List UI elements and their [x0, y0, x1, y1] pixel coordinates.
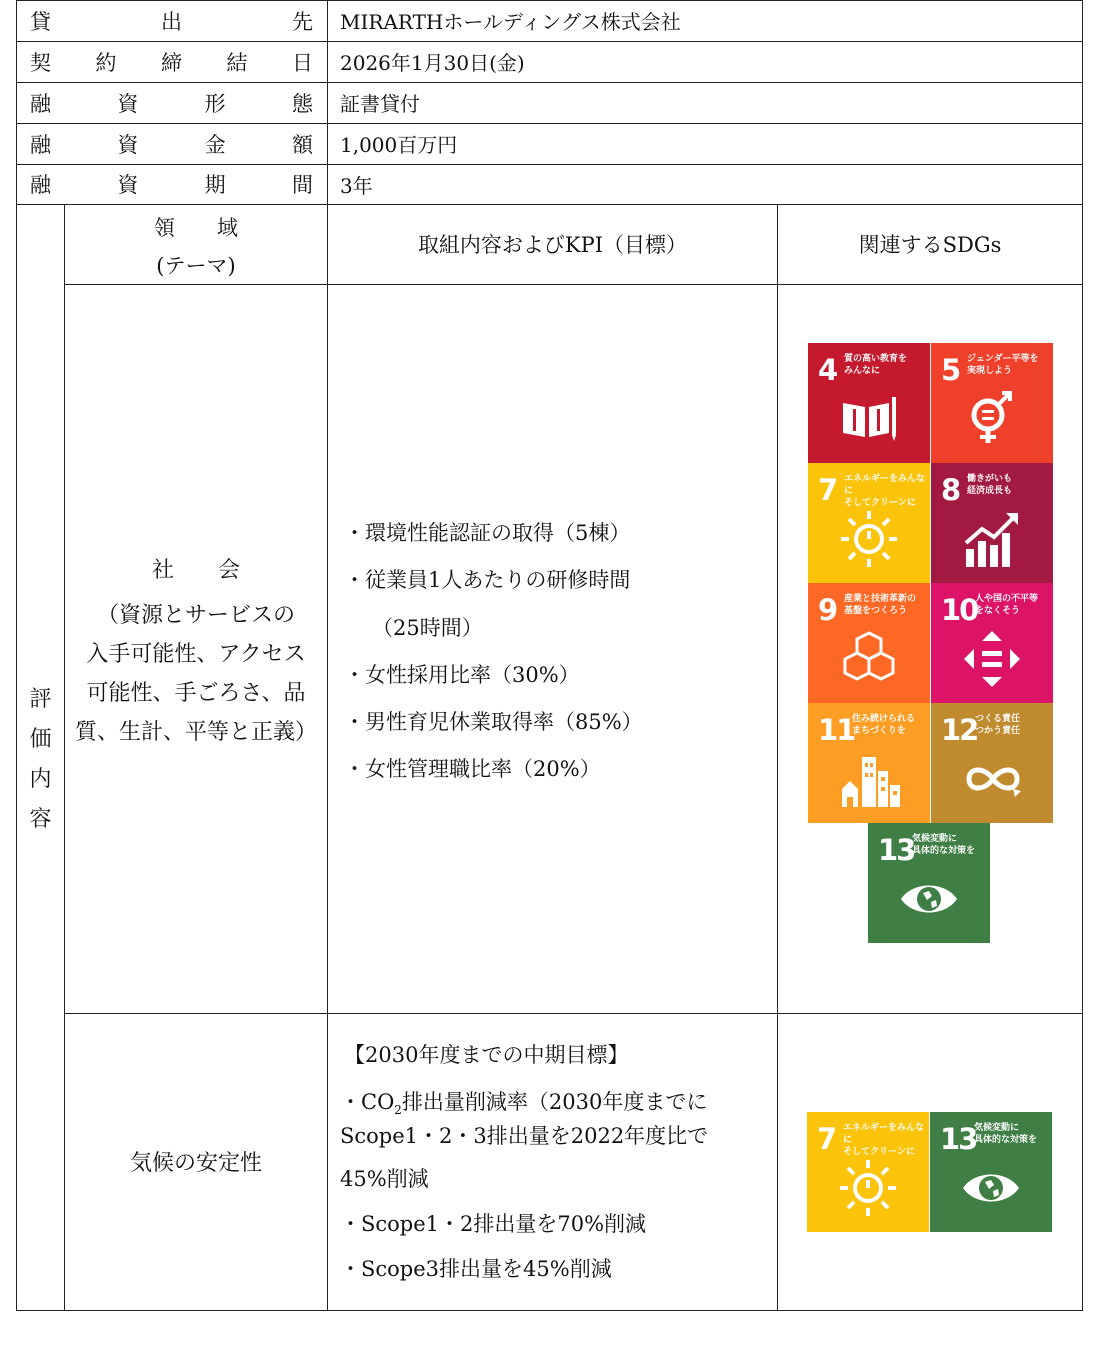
social-desc-line: 入手可能性、アクセス — [86, 642, 306, 667]
list-item: ・$CO_2$排出量削減率（2030年度までに — [340, 1090, 708, 1118]
loan-amount-value: 1,000百万円 — [340, 133, 458, 157]
sdg-goal-13: 13 気候変動に 具体的な対策を — [868, 823, 990, 943]
list-item: ・女性管理職比率（20%） — [344, 757, 601, 781]
infinity-icon — [949, 749, 1037, 809]
loan-amount-label: 融 資 金 額 — [30, 132, 313, 157]
header-kpi: 取組内容およびKPI（目標） — [417, 233, 688, 257]
book-icon — [839, 389, 899, 449]
sdg-goal-10: 10 人や国の不平等 をなくそう — [931, 583, 1053, 703]
list-item: 【2030年度までの中期目標】 — [344, 1043, 629, 1067]
energy-icon — [838, 1158, 898, 1218]
list-item: ・Scope3排出量を45%削減 — [340, 1257, 612, 1281]
loan-type-label: 融 資 形 態 — [30, 91, 313, 116]
list-item: Scope1・2・3排出量を2022年度比で — [340, 1124, 709, 1148]
sdg-goal-8: 8 働きがいも 経済成長も — [931, 463, 1053, 583]
social-theme — [65, 553, 327, 752]
list-item: ・女性採用比率（30%） — [344, 663, 580, 687]
sdg-goal-9: 9 産業と技術革新の 基盤をつくろう — [808, 583, 930, 703]
gender-equality-icon — [962, 389, 1022, 449]
sdg-goal-11: 11 住み続けられる まちづくりを — [808, 703, 930, 823]
social-title: 社 会 — [151, 558, 240, 583]
list-item: ・従業員1人あたりの研修時間 — [344, 568, 631, 592]
sdg-goal-13-climate: 13 気候変動に 具体的な対策を — [930, 1112, 1052, 1232]
climate-theme: 気候の安定性 — [129, 1151, 262, 1176]
sdg-goal-7-climate: 7 エネルギーをみんなに そしてクリーンに — [807, 1112, 929, 1232]
contract-date-value: 2026年1月30日(金) — [340, 51, 525, 75]
lender-value: MIRARTHホールディングス株式会社 — [340, 10, 681, 34]
sdg-goal-12: 12 つくる責任 つかう責任 — [931, 703, 1053, 823]
growth-chart-icon — [962, 509, 1022, 569]
loan-period-value: 3年 — [340, 173, 373, 198]
eye-globe-icon — [944, 1158, 1038, 1218]
header-area-line1: 領 域 — [154, 216, 238, 240]
sdg-goal-4: 4 質の高い教育を みんなに — [808, 343, 930, 463]
header-sdgs: 関連するSDGs — [858, 233, 1002, 257]
social-desc-line: （資源とサービスの — [96, 603, 295, 628]
list-item: ・男性育児休業取得率（85%） — [344, 710, 643, 734]
loan-type-value: 証書貸付 — [340, 92, 420, 116]
loan-period-label: 融 資 期 間 — [30, 173, 313, 197]
list-item: ・環境性能認証の取得（5棟） — [344, 521, 631, 545]
social-desc-line: 質、生計、平等と正義） — [74, 720, 317, 745]
cubes-icon — [839, 629, 899, 689]
contract-date-label: 契 約 締 結 日 — [30, 50, 313, 75]
header-area — [65, 204, 327, 284]
social-desc-line: 可能性、手ごろさ、品 — [86, 681, 306, 706]
inequality-icon — [962, 629, 1022, 689]
eye-globe-icon — [882, 869, 976, 929]
lender-label — [30, 0, 313, 41]
city-icon — [828, 749, 912, 809]
sdg-goal-5: 5 ジェンダー平等を 実現しよう — [931, 343, 1053, 463]
lender-label-spread: 貸 出 先 — [30, 9, 313, 34]
list-item: 45%削減 — [340, 1167, 429, 1191]
header-area-line2: (テーマ) — [156, 254, 236, 278]
sdg-goal-7: 7 エネルギーをみんなに そしてクリーンに — [808, 463, 930, 583]
energy-icon — [839, 509, 899, 569]
list-item: （25時間） — [372, 616, 483, 640]
evaluation-side-label: 評 価 内 容 — [29, 687, 52, 832]
list-item: ・Scope1・2排出量を70%削減 — [340, 1212, 647, 1236]
